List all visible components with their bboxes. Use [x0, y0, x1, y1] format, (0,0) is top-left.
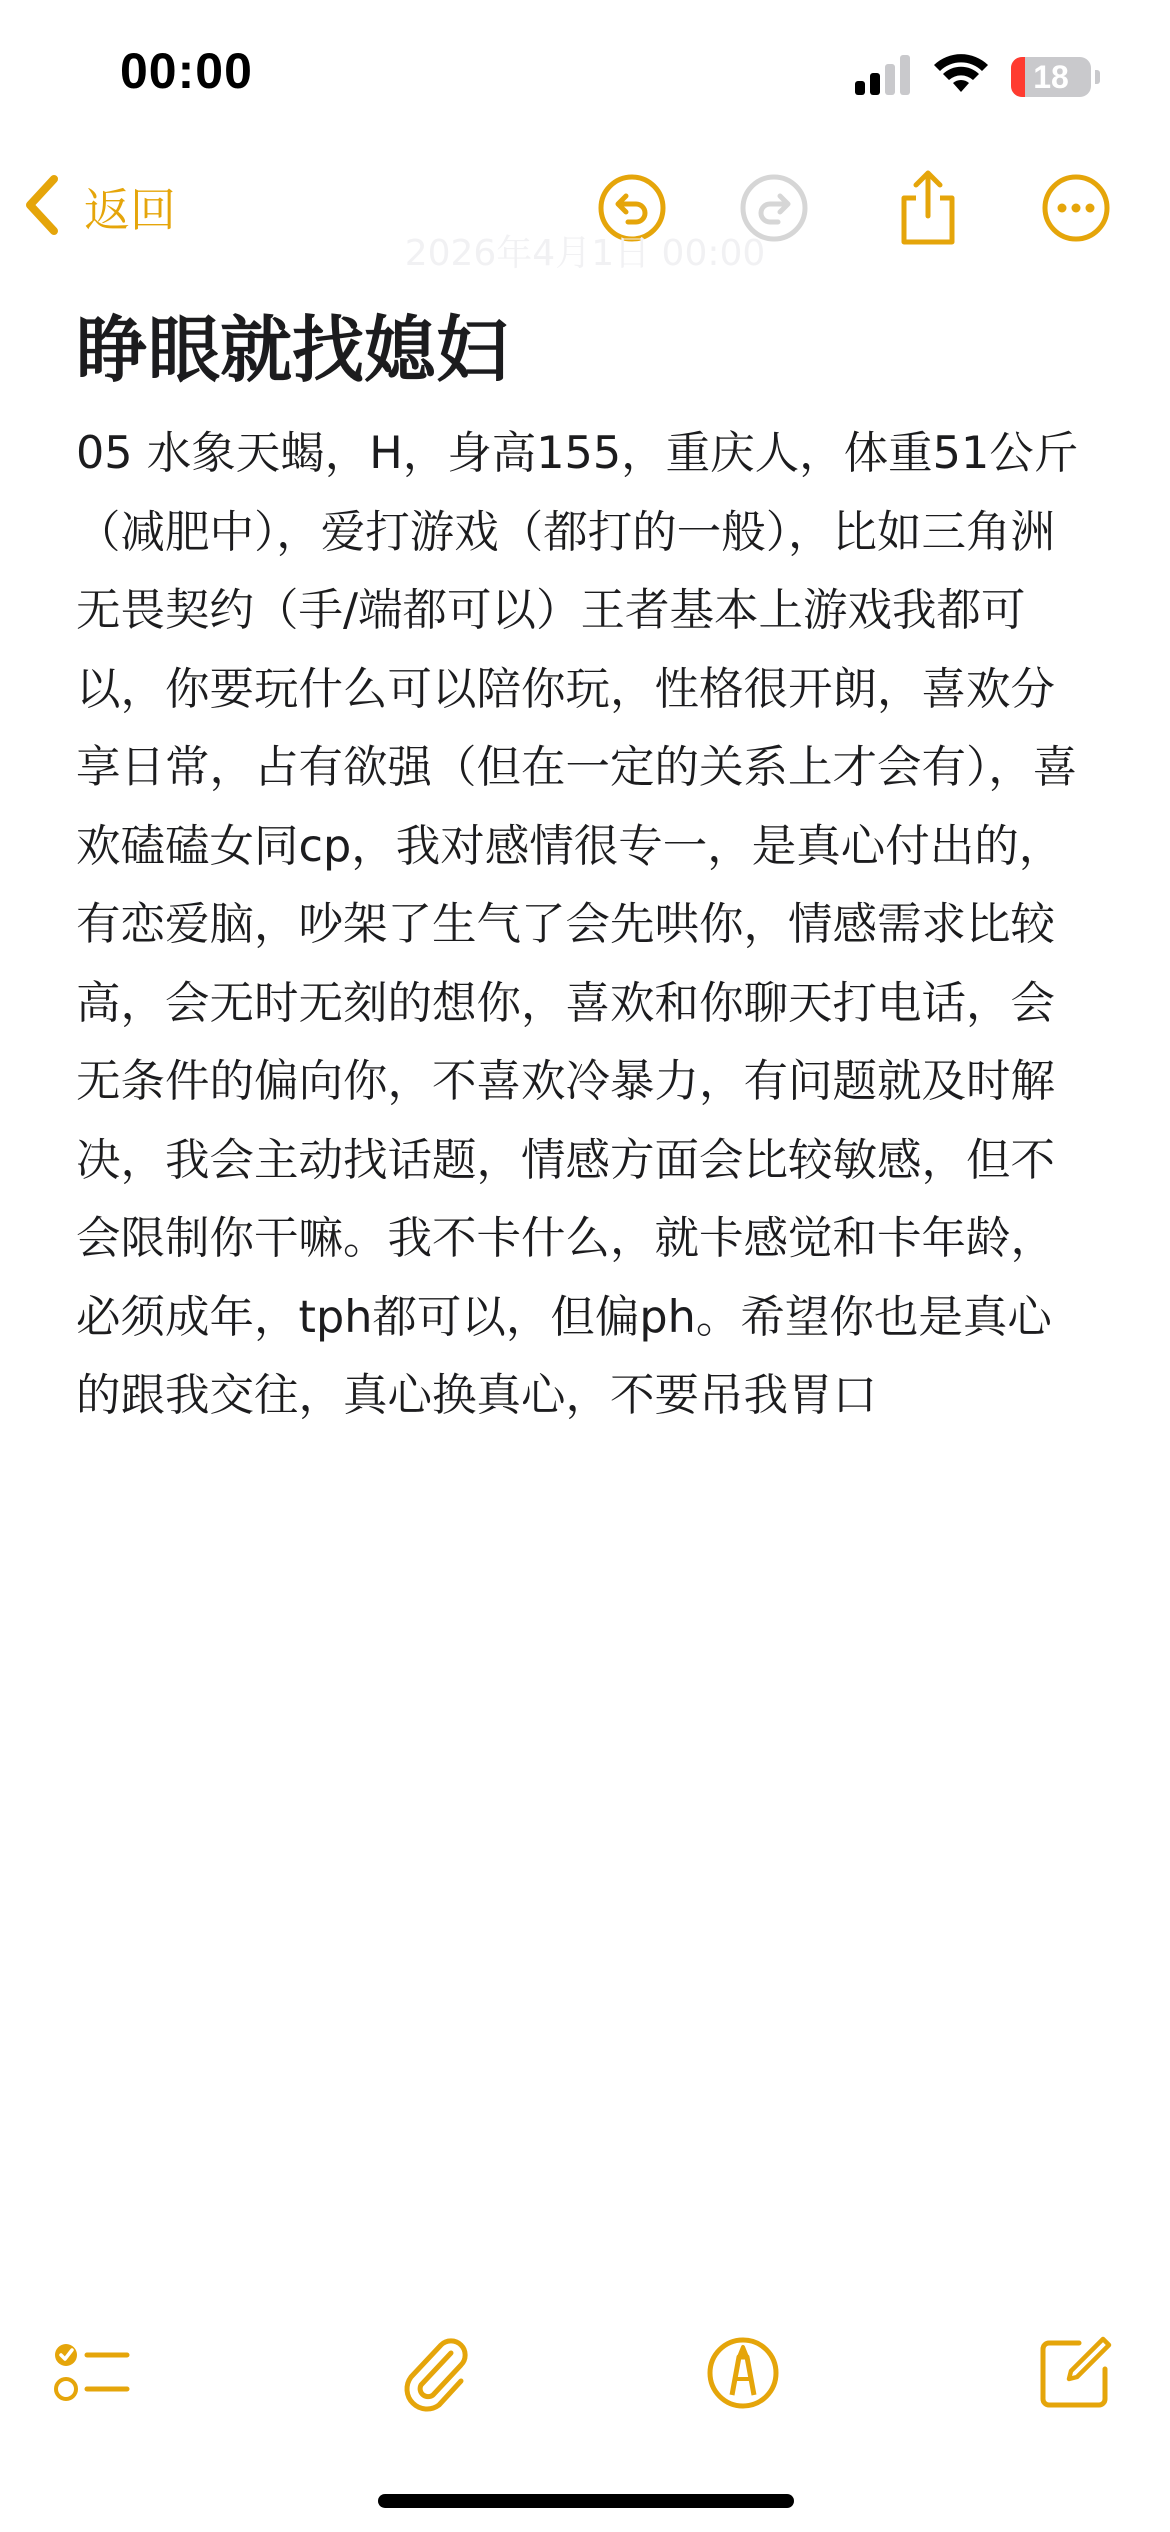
- status-time: 00:00: [120, 43, 253, 99]
- battery-cap: [1095, 70, 1100, 84]
- status-icons: [855, 52, 1100, 102]
- compose-button[interactable]: [1020, 2320, 1130, 2430]
- battery-level: 18: [1033, 58, 1069, 95]
- home-indicator[interactable]: [378, 2494, 794, 2508]
- markup-button[interactable]: [688, 2320, 798, 2430]
- compose-icon: [1035, 2333, 1115, 2417]
- checklist-icon: [53, 2338, 133, 2412]
- status-bar: [0, 0, 1170, 150]
- note-body[interactable]: 05 水象天蝎，H，身高155，重庆人，体重51公斤（减肥中），爱打游戏（都打的一般），比如三角洲 无畏契约（手/端都可以）王者基本上游戏我都可以，你要玩什么可以陪你玩，性格很开朗，喜欢分享日常，占有欲强（但在一定的关系上才会有），喜欢磕磕女同cp，我对感情很专一，是真心付出的，有恋爱脑，吵架了生气了会先哄你，情感需求比较高，会无时无刻的想你，喜欢和你聊天打电话，会无条件的偏向你，不喜欢冷暴力，有问题就及时解决，我会主动找话题，情感方面会比较敏感，但不会限制你干嘛。我不卡什么，就卡感觉和卡年龄，必须成年，tph都可以，但偏ph。希望你也是真心的跟我交往，真心换真心，不要吊我胃口: [76, 428, 1079, 1421]
- wifi-icon: [933, 54, 989, 100]
- note-date: 2026年4月1日 00:00: [404, 233, 766, 274]
- battery-icon: [1011, 57, 1091, 97]
- note-title[interactable]: 睁眼就找媳妇: [76, 308, 509, 392]
- bottom-toolbar: [0, 2320, 1170, 2440]
- markup-icon: [705, 2335, 781, 2415]
- back-label: 返回: [84, 183, 176, 237]
- attachment-icon: [395, 2333, 475, 2417]
- attachment-button[interactable]: [380, 2320, 490, 2430]
- cellular-signal-icon: [855, 55, 911, 99]
- checklist-button[interactable]: [38, 2320, 148, 2430]
